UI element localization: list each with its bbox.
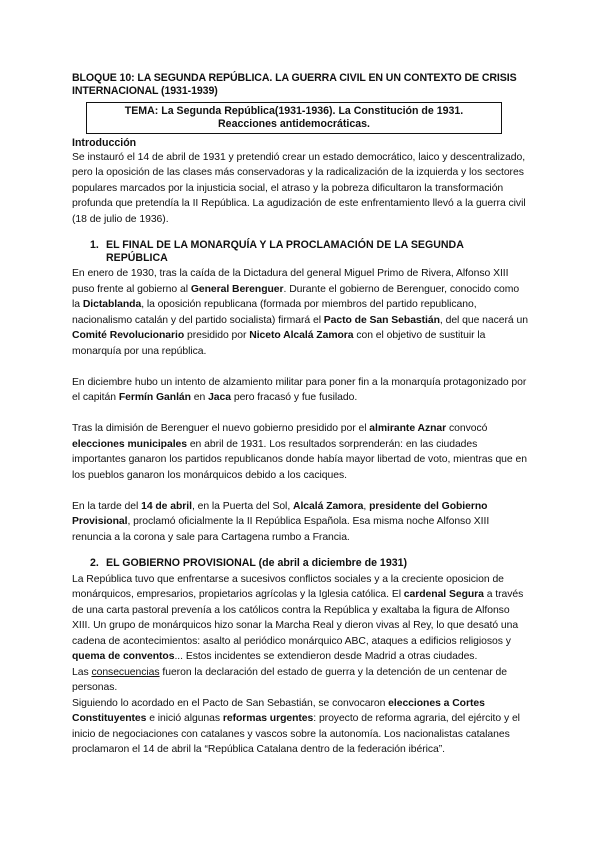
term-alcala-zamora: Alcalá Zamora — [293, 500, 364, 512]
term-reformas-urgentes: reformas urgentes — [222, 713, 314, 724]
theme-title-line1: TEMA: La Segunda República(1931-1936). La Constitución de 1931. — [124, 105, 464, 117]
term-presidente-gobierno-provisional: presidente del Gobierno Provisional — [72, 500, 488, 527]
intro-paragraph: Se instauró el 14 de abril de 1931 y pretendió crear un estado democrático, laico y descentralizado, pero la oposición de las clases más conservadoras y la radicalización de la izquierda y los sectores populares marcados por la injusticia social, el atraso y la pobreza dificultaron la transformación profunda que pretendía la II República. La agudización de este enfrentamiento llevó a la guerra civil (18 de julio de 1936). — [72, 151, 526, 225]
section1-title: EL FINAL DE LA MONARQUÍA Y LA PROCLAMACIÓN DE LA SEGUNDA REPÚBLICA — [106, 239, 464, 264]
term-elecciones-cortes-constituyentes: elecciones a Cortes Constituyentes — [72, 697, 485, 724]
document-page — [72, 72, 528, 758]
section2-number: 2. — [90, 557, 99, 569]
section1-number: 1. — [90, 239, 99, 251]
term-pacto-san-sebastian: Pacto de San Sebastián — [323, 314, 440, 326]
section2-paragraph3: Siguiendo lo acordado en el Pacto de San Sebastián, se convocaron elecciones a Cortes Constituyentes e inició algunas reformas urgentes: proyecto de reforma agraria, del ejército y el inicio de negociaciones con catalanes y vascos sobre la autonomía. Los nacionalistas catalanes proclamaron el 14 de abril la “República Catalana dentro de la federación ibérica”. — [72, 697, 520, 755]
intro-heading: Introducción — [72, 137, 137, 149]
section1-heading — [90, 239, 528, 264]
section1-paragraph3: Tras la dimisión de Berenguer el nuevo gobierno presidido por el almirante Aznar convocó elecciones municipales en abril de 1931. Los resultados sorprenderán: en las ciudades importantes ganaron los partidos republicanos donde había mayor libertad de voto, mientras que en los pueblos ganaron los monárquicos debido a los caciques. — [72, 423, 527, 481]
section2-paragraph1: La República tuvo que enfrentarse a sucesivos conflictos sociales y a la creciente oposicion de monárquicos, empresarios, propietarios agrícolas y la Iglesia católica. El cardenal Segura a través de una carta pastoral prevenía a los católicos contra la República y exaltaba la figura de Alfonso XIII. Un grupo de monárquicos hizo sonar la Marcha Real y dieron vivas al Rey, lo que desató una cadena de acontecimientos: asalto al periódico monárquico ABC, ataques a edificios religiosos y quema de conventos... Estos incidentes se extendieron desde Madrid a otras ciudades. — [72, 573, 524, 662]
term-jaca: Jaca — [208, 392, 231, 403]
theme-box — [86, 102, 502, 134]
term-niceto-alcala-zamora: Niceto Alcalá Zamora — [249, 330, 354, 341]
section1-paragraph4: En la tarde del 14 de abril, en la Puerta del Sol, Alcalá Zamora, presidente del Gobierno Provisional, proclamó oficialmente la II República Española. Esa misma noche Alfonso XIII renuncia a la corona y sale para Cartagena rumbo a Francia. — [72, 500, 490, 543]
term-cardenal-segura: cardenal Segura — [403, 589, 484, 600]
term-comite-revolucionario: Comité Revolucionario — [72, 330, 185, 341]
term-quema-conventos: quema de conventos — [72, 651, 175, 662]
term-general-berenguer: General Berenguer — [190, 283, 284, 295]
section1-paragraph2: En diciembre hubo un intento de alzamiento militar para poner fin a la monarquía protagonizado por el capitán Fermín Ganlán en Jaca pero fracasó y fue fusilado. — [72, 376, 527, 403]
section2-title: EL GOBIERNO PROVISIONAL (de abril a diciembre de 1931) — [106, 557, 408, 569]
block-title: BLOQUE 10: LA SEGUNDA REPÚBLICA. LA GUERRA CIVIL EN UN CONTEXTO DE CRISIS INTERNACIONAL (1931-1939) — [72, 72, 517, 97]
term-14-abril: 14 de abril — [141, 500, 192, 512]
section2-heading — [90, 557, 528, 570]
term-fermin-ganlan: Fermín Ganlán — [118, 392, 191, 403]
term-dictablanda: Dictablanda — [82, 299, 142, 310]
section2-paragraph2: Las consecuencias fueron la declaración del estado de guerra y la detención de un centenar de personas. — [72, 666, 507, 693]
section1-paragraph1: En enero de 1930, tras la caída de la Dictadura del general Miguel Primo de Rivera, Alfonso XIII puso frente al gobierno al General Berenguer. Durante el gobierno de Berenguer, conocido como la Dictablanda, la oposición republicana (formada por miembros del partido republicano, nacionalismo catalán y del partido socialista) firmará el Pacto de San Sebastián, del que nacerá un Comité Revolucionario presidido por Niceto Alcalá Zamora con el objetivo de sustituir la monarquía por una república. — [72, 268, 528, 357]
theme-title-line2: Reacciones antidemocráticas. — [218, 117, 370, 130]
term-almirante-aznar: almirante Aznar — [369, 423, 447, 434]
term-consecuencias: consecuencias — [91, 666, 160, 678]
term-elecciones-municipales: elecciones municipales — [72, 438, 187, 450]
